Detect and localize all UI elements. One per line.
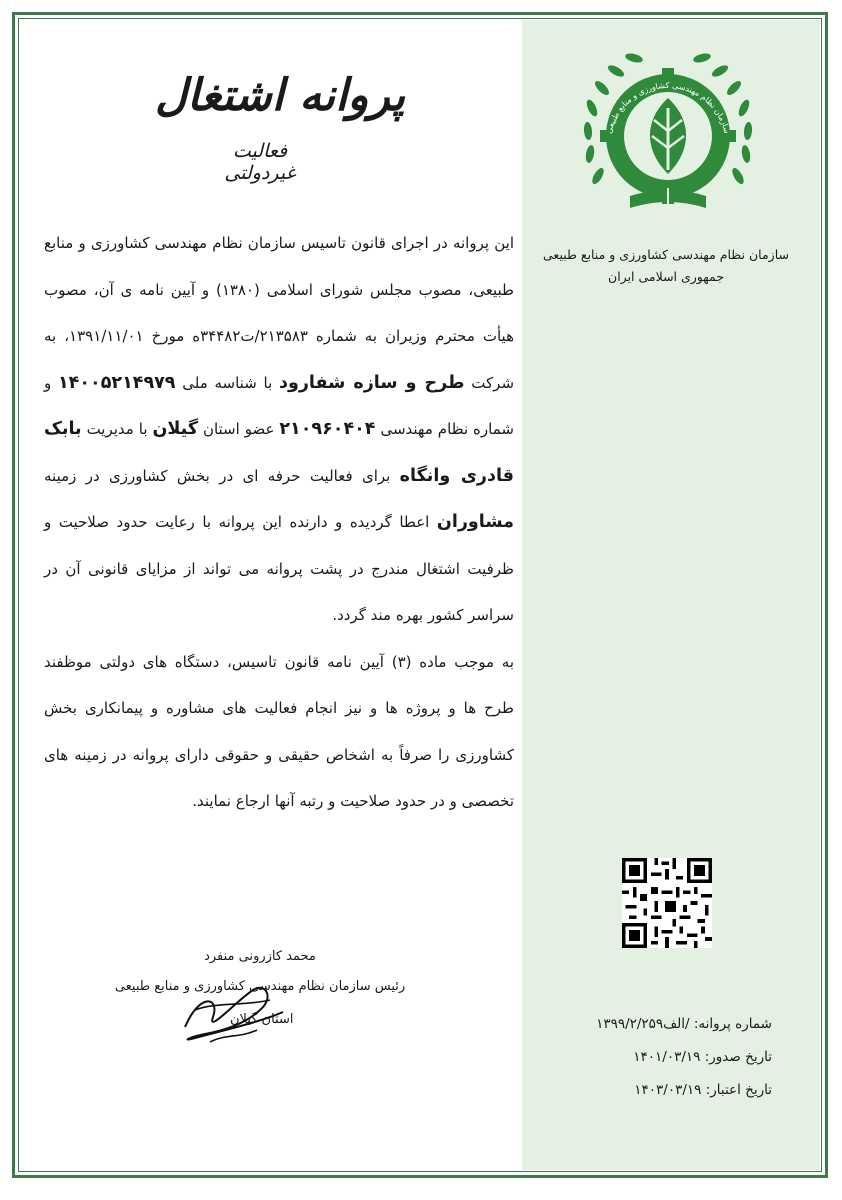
license-meta [560, 1008, 772, 1107]
license-number-row [560, 1008, 772, 1041]
issue-date-label: تاریخ صدور: [704, 1049, 772, 1065]
expiry-date-value: ۱۴۰۳/۰۳/۱۹ [634, 1082, 702, 1098]
certificate-body [44, 220, 514, 825]
license-number-value: /الف۱۳۹۹/۲/۲۵۹ [596, 1016, 690, 1032]
signer-province: استان گیلان [230, 1012, 294, 1027]
org-caption [530, 244, 802, 288]
svg-text:سازمان نظام مهندسی کشاورزی و م: سازمان نظام مهندسی کشاورزی و منابع طبیعی [604, 80, 732, 135]
body-text-4: عضو استان [202, 420, 275, 438]
expiry-date-row [560, 1074, 772, 1107]
signature-image [165, 972, 295, 1052]
org-country: جمهوری اسلامی ایران [608, 269, 724, 284]
certificate-title: پروانه اشتغال [154, 70, 406, 121]
engineering-number: ۲۱۰۹۶۰۴۰۴ [279, 419, 376, 439]
org-name: سازمان نظام مهندسی کشاورزی و منابع طبیعی [543, 247, 789, 262]
expiry-date-label: تاریخ اعتبار: [705, 1082, 772, 1098]
license-number-label: شماره پروانه: [693, 1016, 772, 1032]
body-paragraph-2: به موجب ماده (۳) آیین نامه قانون تاسیس، دستگاه های دولتی موظفند طرح ها و پروژه ها و نیز انجام فعالیت های مشاوره و پیمانکاری بخش کشاورزی را صرفاً به اشخاص حقیقی و حقوقی دارای پروانه در زمینه های تخصصی و در حدود صلاحیت و رتبه آنها ارجاع نمایند. [44, 652, 514, 810]
body-text-2: با شناسه ملی [182, 373, 273, 392]
qr-code [622, 858, 712, 948]
org-emblem-logo [568, 36, 768, 236]
province-name: گیلان [152, 419, 198, 439]
national-id: ۱۴۰۰۵۲۱۴۹۷۹ [58, 372, 176, 393]
signer-role: رئیس سازمان نظام مهندسی کشاورزی و منابع طبیعی [114, 979, 406, 994]
body-text-7: اعطا گردیده و دارنده این پروانه با رعایت حدود صلاحیت و ظرفیت اشتغال مندرج در پشت پروانه می تواند از مزایای قانونی آن در سراسر کشور بهره مند گردد. [44, 513, 514, 624]
field-name: مشاوران [436, 512, 514, 532]
issue-date-value: ۱۴۰۱/۰۳/۱۹ [633, 1049, 701, 1065]
body-text-6: برای فعالیت حرفه ای در بخش کشاورزی در زمینه [44, 466, 391, 485]
body-text-3: و شماره نظام مهندسی [44, 373, 514, 438]
certificate-subtitle: فعالیت غیردولتی [224, 140, 296, 184]
company-name: طرح و سازه شفارود [279, 372, 465, 393]
body-text-5: با مدیریت [86, 420, 148, 438]
body-text-1: این پروانه در اجرای قانون تاسیس سازمان نظام مهندسی کشاورزی و منابع طبیعی، مصوب مجلس شورای اسلامی (۱۳۸۰) و آیین نامه ی آن، مصوب هیأت محترم وزیران به شماره ۲۱۳۵۸۳/ت۳۴۴۸۲ه مورخ ۱۳۹۱/۱۱/۰۱، به شرکت [44, 234, 515, 392]
manager-name: بابک قادری وانگاه [44, 419, 514, 486]
issue-date-row [560, 1041, 772, 1074]
signer-name: محمد کازرونی منفرد [204, 949, 316, 964]
